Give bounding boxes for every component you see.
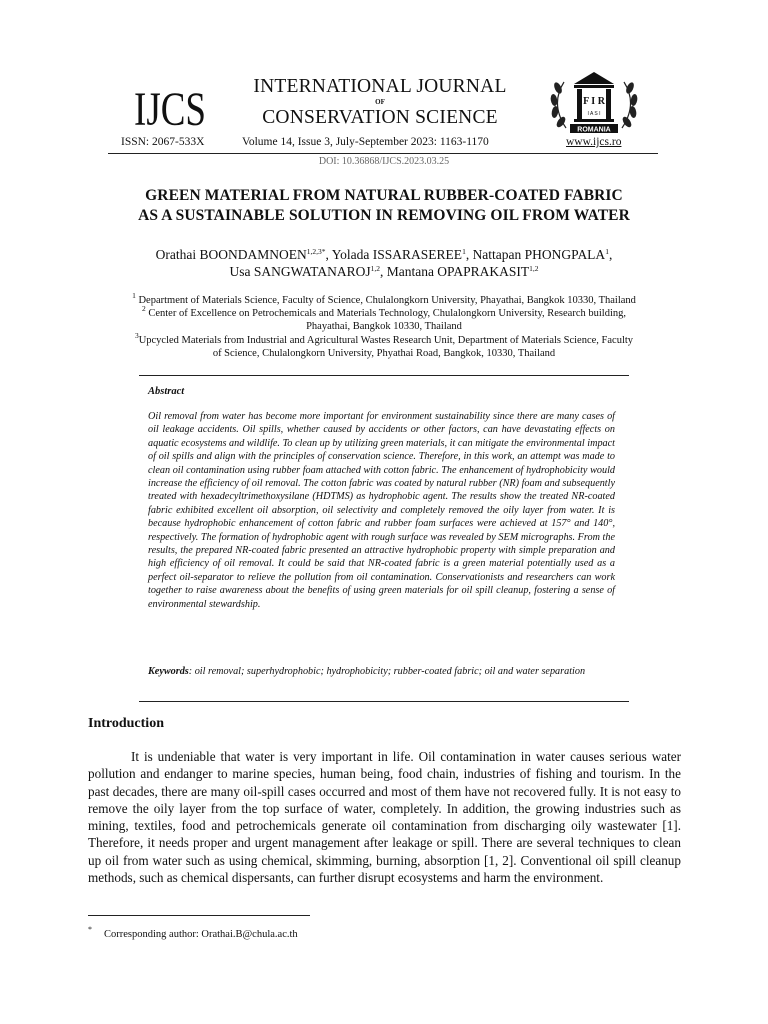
affiliation-sup: 2	[141, 304, 146, 313]
romania-emblem-logo	[546, 70, 642, 136]
introduction-heading: Introduction	[88, 716, 164, 731]
author-list-line2	[0, 264, 768, 280]
volume-info: Volume 14, Issue 3, July-September 2023: 1163-1170	[242, 136, 489, 148]
affiliation-2-cont: Phayathai, Bangkok 10330, Thailand	[306, 321, 462, 332]
affiliation-3-cont: of Science, Chulalongkorn University, Phyathai Road, Bangkok, 10330, Thailand	[212, 348, 556, 359]
abstract-top-rule	[139, 375, 629, 376]
affiliation-sup: 3	[134, 331, 139, 340]
affiliation-2	[0, 304, 768, 319]
emblem-letters: F I R	[583, 96, 605, 107]
issn: ISSN: 2067-533X	[121, 136, 205, 148]
introduction-paragraph: It is undeniable that water is very important in life. Oil contamination in water causes serious water pollution and endanger to marine species, human being, food chain, industries of fishing and tourism. In the past decades, there are many oil-spill cases occurred and most of them have not recovered fully. It is not easy to remove the oily layer from the top surface of water, completely. In addition, the growing industries such as mining, textiles, food and petrochemicals generate oil contamination from discharging oily wastewater [1]. Therefore, it needs proper and urgent management after leakage or spill. There are several techniques to clean up oil from water such as using chemical, skimming, burning, absorption [1, 2]. Conventional oil spill cleanup methods, such as chemical dispersants, can further disrupt ecosystems and harm the environment.	[88, 749, 681, 886]
article-title-line2: AS A SUSTAINABLE SOLUTION IN REMOVING OIL FROM WATER	[138, 207, 630, 224]
author-separator: ,	[608, 247, 613, 262]
header-divider	[108, 153, 658, 154]
affiliation-text: Upcycled Materials from Industrial and Agricultural Wastes Research Unit, Department of Materials Science, Faculty	[138, 335, 634, 346]
abstract-bottom-rule	[139, 701, 629, 702]
author-name: Usa SANGWATANAROJ	[229, 264, 371, 279]
doi[interactable]: DOI: 10.36868/IJCS.2023.03.25	[318, 156, 450, 167]
author-list-line1	[0, 247, 768, 263]
journal-website-link[interactable]: www.ijcs.ro	[566, 136, 622, 148]
author-separator: ,	[465, 247, 473, 262]
author-affiliation-sup: 1	[605, 247, 609, 256]
footnote-text: Corresponding author: Orathai.B@chula.ac.th	[104, 929, 298, 940]
abstract-heading: Abstract	[148, 386, 185, 397]
author-affiliation-sup: 1	[462, 247, 466, 256]
footnote-divider	[88, 915, 310, 916]
footnote-mark: *	[88, 925, 92, 934]
affiliation-text: Center of Excellence on Petrochemicals and Materials Technology, Chulalongkorn University, Research building,	[145, 308, 627, 319]
keywords-label: Keywords	[148, 666, 189, 677]
author-affiliation-sup: 1,2	[529, 264, 539, 273]
emblem-sub: I A S I	[587, 111, 601, 117]
affiliation-text: Department of Materials Science, Faculty of Science, Chulalongkorn University, Phayathai, Bangkok 10330, Thailand	[135, 295, 636, 306]
keywords-list: : oil removal; superhydrophobic; hydrophobicity; rubber-coated fabric; oil and water separation	[188, 666, 586, 677]
author-name: Mantana OPAPRAKASIT	[386, 264, 530, 279]
author-separator: ,	[379, 264, 387, 279]
laurel-left-icon	[550, 81, 567, 129]
keywords	[148, 665, 618, 678]
emblem-country: ROMANIA	[577, 126, 611, 134]
affiliation-1	[0, 291, 768, 306]
ijcs-logo-text: IJCS	[134, 83, 206, 136]
author-affiliation-sup: 1,2	[370, 264, 380, 273]
author-affiliation-sup: 1,2,3*	[306, 247, 326, 256]
abstract-text: Oil removal from water has become more important for environment sustainability since there are many cases of oil leakage accidents. Oil spills, whether caused by accidents or other factors, can have devastating effects on aquatic ecosystems and wildlife. To clean up by utilizing green materials, it can mitigate the environmental impact of oil spills and align with the principles of conservation science. Therefore, in this work, an attempt was made to clean oil contamination using rubber foam attached with cotton fabric. The enhancement of hydrophobicity would increase the efficiency of oil removal. The cotton fabric was coated by natural rubber (NR) foam and subsequently treated with hexadecyltrimethoxysilane (HDTMS) as hydrophobic agent. The results show the treated NR-coated fabric exhibited excellent oil absorption, oil selectivity and completely removed the oily layer from water. It is because hydrophobic enhancement of cotton fabric and rubber foam surfaces were achieved at 157° and 140°, respectively. The formation of hydrophobic agent with rough surface was revealed by SEM micrographs. From the results, the prepared NR-coated fabric presented an attractive hydrophobic property with simple preparation and high efficiency of oil removal. It could be said that NR-coated fabric is a green material potentially used as a perfect oil-separator to relieve the pollution from oil contamination. Conservationists and researchers can work together to raise awareness about the benefits of using green materials for oil spill cleanup, fostering a sense of environmental stewardship.	[148, 411, 615, 610]
author-name: Orathai BOONDAMNOEN	[155, 247, 307, 262]
journal-title-line1: INTERNATIONAL JOURNAL	[253, 76, 507, 97]
author-separator: ,	[325, 247, 332, 262]
affiliation-3	[0, 331, 768, 346]
affiliation-sup: 1	[132, 291, 136, 300]
journal-title-of: OF	[375, 98, 385, 106]
article-title-line1: GREEN MATERIAL FROM NATURAL RUBBER-COATED FABRIC	[145, 187, 623, 204]
author-name: Yolada ISSARASEREE	[331, 247, 463, 262]
journal-title-line2: CONSERVATION SCIENCE	[262, 107, 498, 128]
author-name: Nattapan PHONGPALA	[472, 247, 606, 262]
laurel-right-icon	[621, 81, 638, 129]
